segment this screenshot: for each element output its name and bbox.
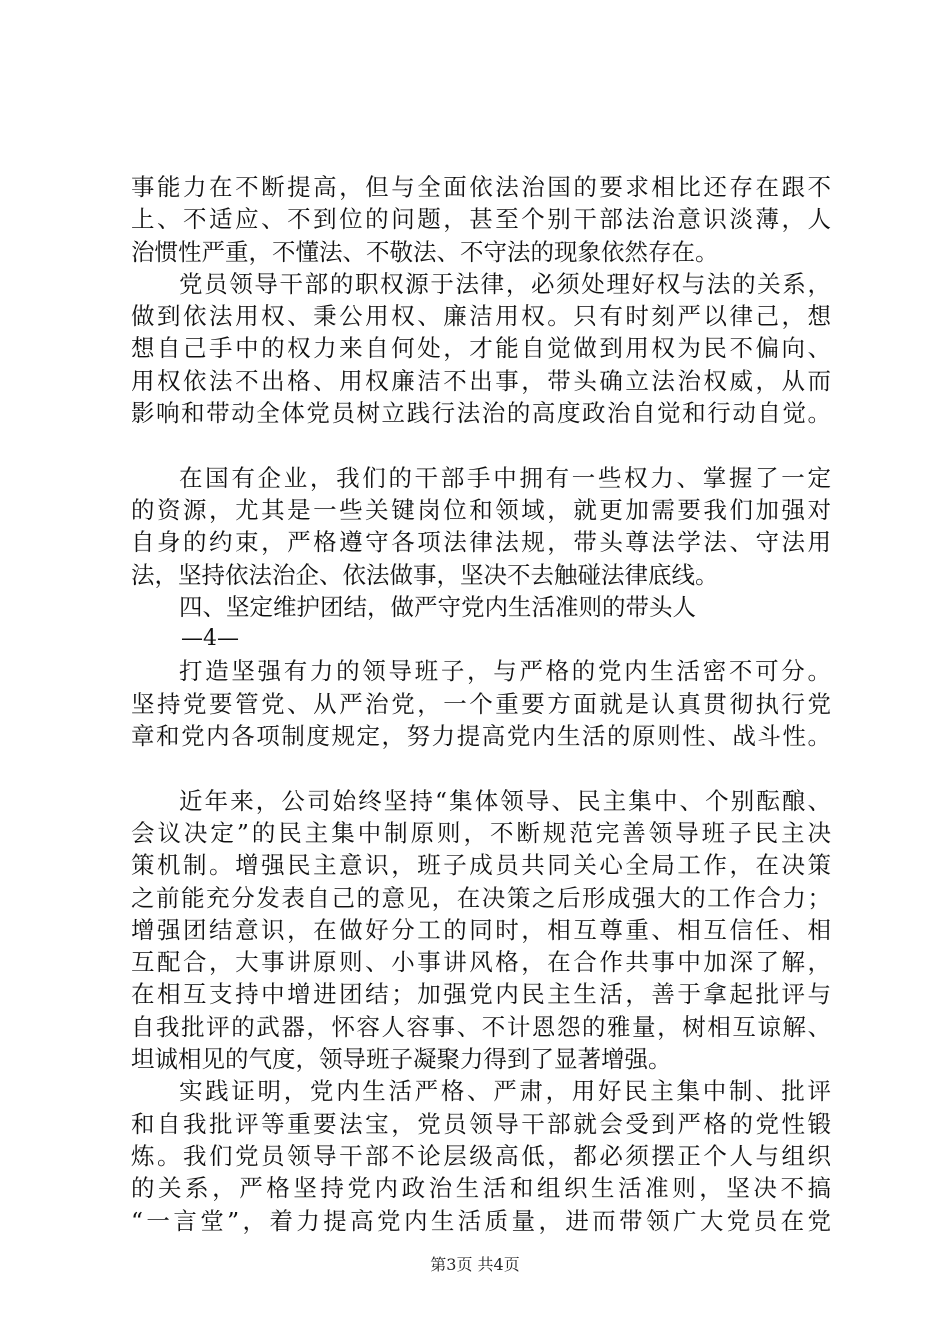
text-line: 用权依法不出格、用权廉洁不出事，带头确立法治权威，从而 xyxy=(131,366,831,395)
text-line: 法，坚持依法治企、依法做事，坚决不去触碰法律底线。 xyxy=(131,560,719,589)
page-marker: —4— xyxy=(181,626,239,652)
text-line: 四、坚定维护团结，做严守党内生活准则的带头人 xyxy=(179,592,696,621)
text-line: 自身的约束，严格遵守各项法律法规，带头尊法学法、守法用 xyxy=(131,528,831,557)
text-line: 坚持党要管党、从严治党，一个重要方面就是认真贯彻执行党 xyxy=(131,689,831,718)
text-line: 在国有企业，我们的干部手中拥有一些权力、掌握了一定 xyxy=(179,463,831,492)
text-line: 坦诚相见的气度，领导班子凝聚力得到了显著增强。 xyxy=(131,1045,672,1074)
text-line: 实践证明，党内生活严格、严肃，用好民主集中制、批评 xyxy=(179,1077,831,1106)
text-line: 之前能充分发表自己的意见，在决策之后形成强大的工作合力； xyxy=(131,883,831,912)
text-line: “一言堂”，着力提高党内生活质量，进而带领广大党员在党 xyxy=(131,1206,831,1235)
text-line: 和自我批评等重要法宝，党员领导干部就会受到严格的党性锻 xyxy=(131,1109,831,1138)
blank-line xyxy=(131,429,831,461)
text-line: 章和党内各项制度规定，努力提高党内生活的原则性、战斗性。 xyxy=(131,722,831,751)
text-line: 党员领导干部的职权源于法律，必须处理好权与法的关系， xyxy=(179,269,831,298)
text-line: 上、不适应、不到位的问题，甚至个别干部法治意识淡薄，人 xyxy=(131,205,831,234)
text-line: 想自己手中的权力来自何处，才能自觉做到用权为民不偏向、 xyxy=(131,334,831,363)
text-line: 打造坚强有力的领导班子，与严格的党内生活密不可分。 xyxy=(179,657,831,686)
text-line: 事能力在不断提高，但与全面依法治国的要求相比还存在跟不 xyxy=(131,173,831,201)
text-line: 增强团结意识，在做好分工的同时，相互尊重、相互信任、相 xyxy=(131,915,831,944)
text-line: 炼。我们党员领导干部不论层级高低，都必须摆正个人与组织 xyxy=(131,1141,831,1170)
body-text xyxy=(131,171,831,1237)
text-line: 互配合，大事讲原则、小事讲风格，在合作共事中加深了解， xyxy=(131,948,831,977)
text-line: 策机制。增强民主意识，班子成员共同关心全局工作，在决策 xyxy=(131,851,831,880)
text-line: 治惯性严重，不懂法、不敬法、不守法的现象依然存在。 xyxy=(131,237,719,266)
text-line: 做到依法用权、秉公用权、廉洁用权。只有时刻严以律己，想 xyxy=(131,302,831,331)
blank-line xyxy=(131,752,831,784)
text-line: 近年来，公司始终坚持“集体领导、民主集中、个别酝酿、 xyxy=(179,786,831,815)
text-line: 会议决定”的民主集中制原则，不断规范完善领导班子民主决 xyxy=(131,818,831,847)
text-line: 的资源，尤其是一些关键岗位和领域，就更加需要我们加强对 xyxy=(131,495,831,524)
text-line: 自我批评的武器，怀容人容事、不计恩怨的雅量，树相互谅解、 xyxy=(131,1012,831,1041)
text-line: 影响和带动全体党员树立践行法治的高度政治自觉和行动自觉。 xyxy=(131,399,831,428)
text-line: 的关系，严格坚持党内政治生活和组织生活准则，坚决不搞 xyxy=(131,1174,831,1203)
text-line: 在相互支持中增进团结；加强党内民主生活，善于拿起批评与 xyxy=(131,980,831,1009)
page-footer: 第3页 共4页 xyxy=(430,1255,520,1274)
